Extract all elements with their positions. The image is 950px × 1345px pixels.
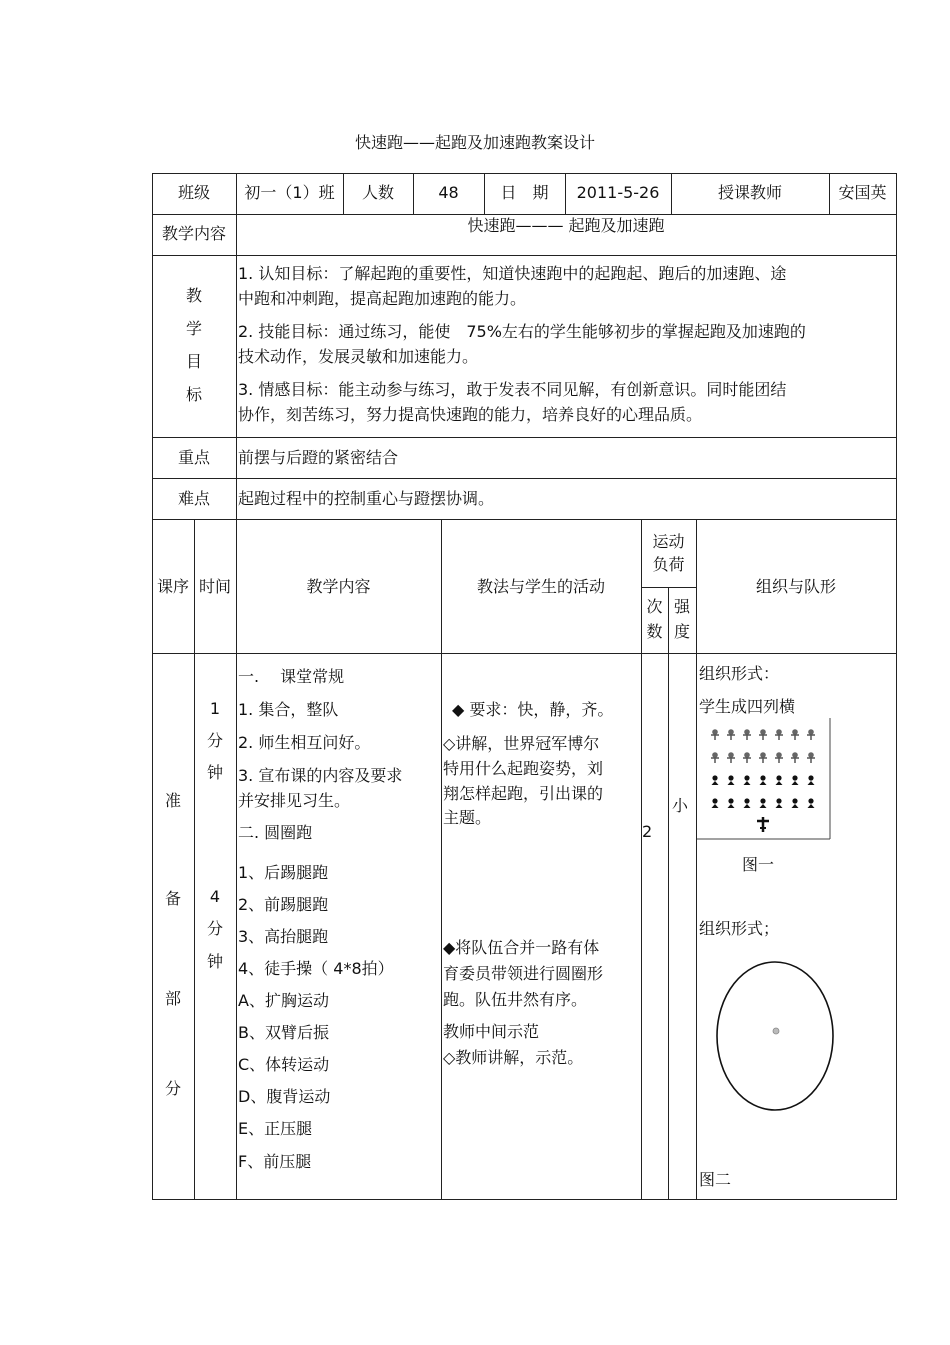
fig1-label: 图一 (742, 855, 775, 874)
class-label: 班级 (177, 183, 210, 202)
col-organization: 组织与队形 (755, 577, 836, 596)
student-icon (743, 729, 751, 740)
student-icon (712, 775, 719, 785)
student-icon (760, 798, 767, 808)
student-icon (759, 752, 767, 763)
student-icon (775, 752, 783, 763)
student-icon (776, 775, 783, 785)
col-content: 教学内容 (306, 577, 371, 596)
date-label: 日 期 (500, 183, 549, 202)
org-form-1: 组织形式： (699, 664, 780, 683)
difficulty-value: 起跑过程中的控制重心与蹬摆协调。 (238, 489, 495, 508)
student-icon (791, 752, 799, 763)
col-method: 教法与学生的活动 (476, 577, 605, 596)
times-value: 2 (642, 822, 653, 841)
teacher-value: 安国英 (838, 183, 887, 202)
difficulty-label: 难点 (177, 489, 210, 508)
intensity-value: 小 (672, 796, 689, 815)
key-point-value: 前摆与后蹬的紧密结合 (238, 448, 399, 467)
student-icon (712, 798, 719, 808)
student-icon (743, 752, 751, 763)
student-icon (808, 775, 815, 785)
student-icon (807, 729, 815, 740)
student-icon (760, 775, 767, 785)
content-value: 快速跑——— 起跑及加速跑 (467, 216, 665, 235)
count-label: 人数 (361, 183, 394, 202)
org-form-2: 组织形式； (699, 919, 780, 938)
student-icon (727, 729, 735, 740)
center-point-icon (773, 1028, 779, 1034)
circle-run-figure (716, 961, 836, 1113)
student-icon (776, 798, 783, 808)
col-time: 时间 (198, 577, 231, 596)
student-icon (711, 729, 719, 740)
student-icon (791, 729, 799, 740)
content-label: 教学内容 (161, 224, 226, 243)
student-icon (792, 775, 799, 785)
student-icon (807, 752, 815, 763)
count-value: 48 (438, 183, 459, 202)
student-icon (711, 752, 719, 763)
student-icon (728, 775, 735, 785)
col-order: 课序 (156, 577, 189, 596)
formation-figure (697, 718, 831, 840)
student-icon (744, 798, 751, 808)
student-icon (727, 752, 735, 763)
page-title: 快速跑——起跑及加速跑教案设计 (354, 133, 595, 152)
student-icon (744, 775, 751, 785)
org-desc-1: 学生成四列横 (699, 697, 796, 716)
student-icon (792, 798, 799, 808)
key-point-label: 重点 (177, 448, 210, 467)
student-icon (775, 729, 783, 740)
fig2-label: 图二 (699, 1170, 732, 1189)
date-value: 2011-5-26 (576, 183, 660, 202)
teacher-label: 授课教师 (717, 183, 782, 202)
student-icon (728, 798, 735, 808)
class-value: 初一（1）班 (244, 183, 335, 202)
teacher-icon (757, 817, 769, 832)
student-icon (759, 729, 767, 740)
student-icon (808, 798, 815, 808)
